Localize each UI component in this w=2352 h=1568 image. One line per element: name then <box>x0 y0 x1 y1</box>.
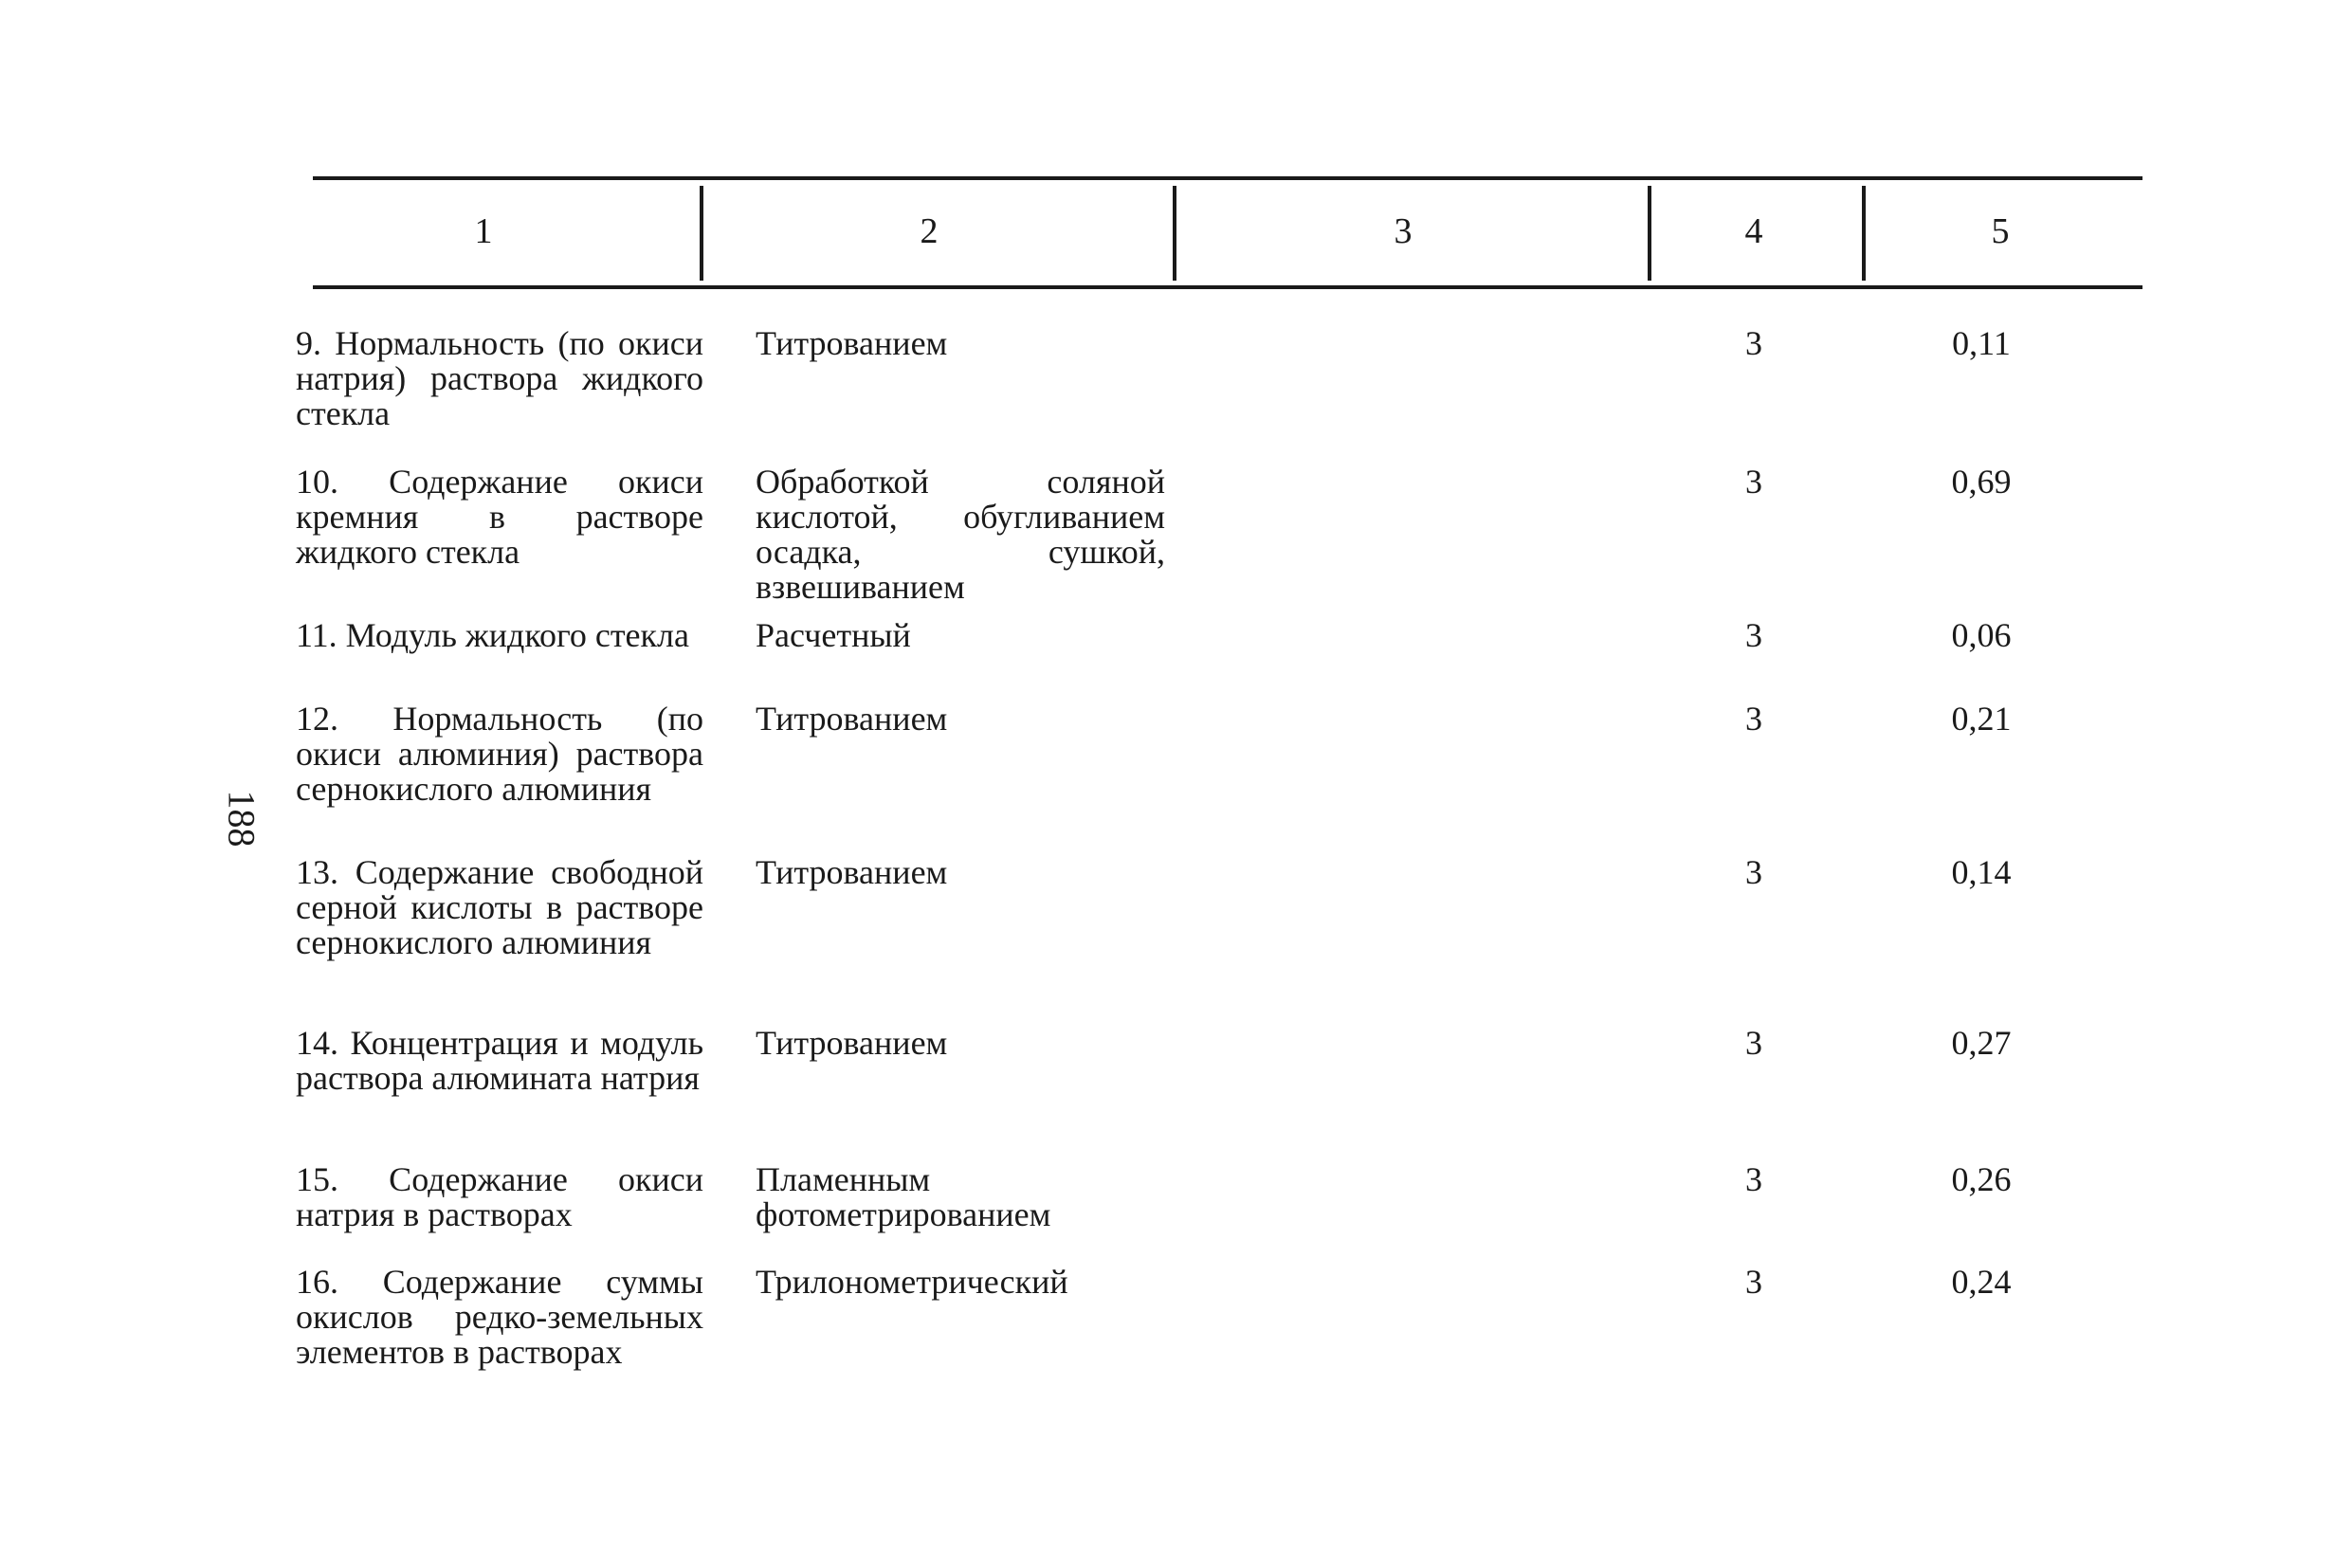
row-method: Обработкой соляной кислотой, обугливанием осадка, сушкой, взвешиванием <box>756 463 1165 606</box>
row-name: 11. Модуль жидкого стекла <box>296 616 689 654</box>
row-col5: 0,24 <box>1951 1263 2012 1301</box>
header-col-3: 3 <box>1394 211 1413 251</box>
row-col5: 0,14 <box>1951 853 2012 891</box>
row-method: Титрованием <box>756 853 948 891</box>
row-col4: 3 <box>1745 1160 1762 1198</box>
row-name: 10. Содержание окиси кремния в растворе жидкого стекла <box>296 463 703 571</box>
row-col5: 0,11 <box>1952 324 2011 362</box>
row-name: 16. Содержание суммы окислов редко-земельных элементов в растворах <box>296 1263 703 1371</box>
header-col-5: 5 <box>1991 211 2010 251</box>
row-name: 13. Содержание свободной серной кислоты в растворе сернокислого алюминия <box>296 853 703 961</box>
row-name: 9. Нормальность (по окиси натрия) раствора жидкого стекла <box>296 324 703 432</box>
row-col5: 0,27 <box>1951 1024 2012 1062</box>
header-col-4: 4 <box>1744 211 1763 251</box>
row-name: 12. Нормальность (по окиси алюминия) раствора сернокислого алюминия <box>296 700 703 808</box>
row-col4: 3 <box>1745 463 1762 501</box>
page-number: 188 <box>220 790 264 848</box>
row-col4: 3 <box>1745 1263 1762 1301</box>
row-name: 15. Содержание окиси натрия в растворах <box>296 1160 703 1233</box>
column-divider-1 <box>700 186 703 281</box>
row-method: Трилонометрический <box>756 1263 1068 1301</box>
row-col5: 0,21 <box>1951 700 2012 738</box>
row-method: Расчетный <box>756 616 911 654</box>
row-col5: 0,69 <box>1951 463 2012 501</box>
row-col5: 0,06 <box>1951 616 2012 654</box>
column-divider-4 <box>1862 186 1866 281</box>
header-col-1: 1 <box>474 211 493 251</box>
table-top-rule <box>313 176 2142 180</box>
table-header-rule <box>313 285 2142 289</box>
row-method: Титрованием <box>756 700 948 738</box>
row-method: Пламенным фотометрированием <box>756 1160 1051 1233</box>
row-method: Титрованием <box>756 324 948 362</box>
row-col4: 3 <box>1745 853 1762 891</box>
column-divider-3 <box>1648 186 1651 281</box>
row-col4: 3 <box>1745 616 1762 654</box>
row-col4: 3 <box>1745 324 1762 362</box>
row-col4: 3 <box>1745 1024 1762 1062</box>
row-name: 14. Концентрация и модуль раствора алюмината натрия <box>296 1024 703 1097</box>
row-col4: 3 <box>1745 700 1762 738</box>
row-method: Титрованием <box>756 1024 948 1062</box>
header-col-2: 2 <box>920 211 939 251</box>
row-col5: 0,26 <box>1951 1160 2012 1198</box>
column-divider-2 <box>1173 186 1176 281</box>
